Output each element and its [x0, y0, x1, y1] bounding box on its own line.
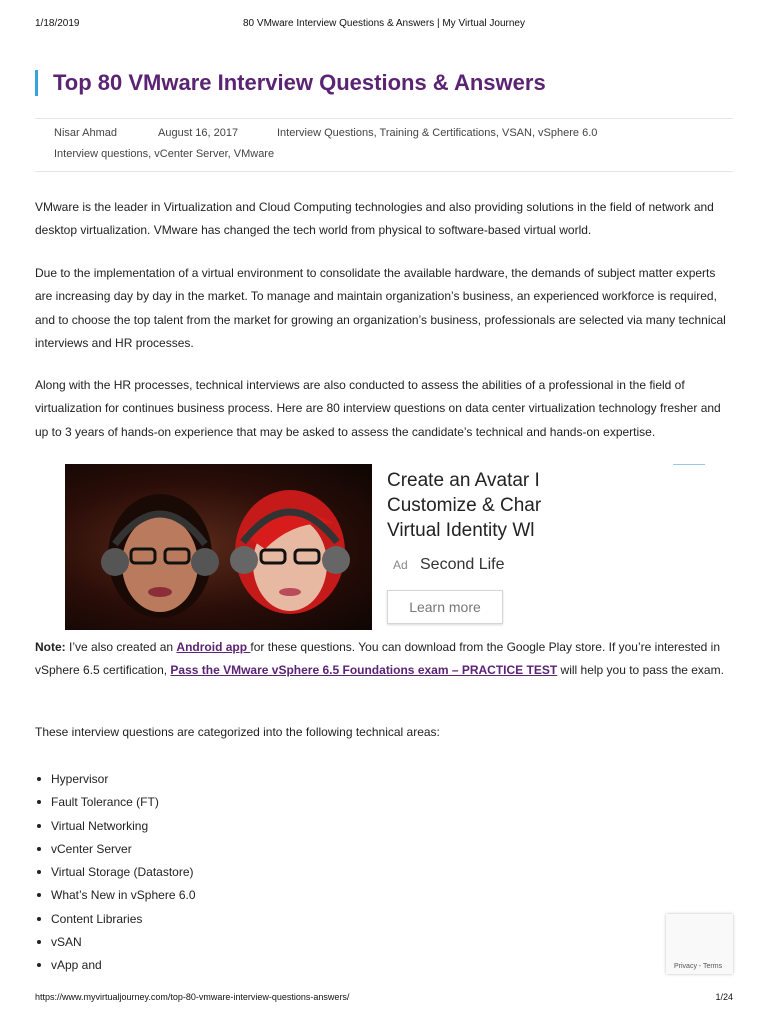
note-text: for these questions. You can download from the Google Play store. If you’re interested in vSphere 6.5 certification, [35, 640, 721, 678]
ad-headline-line: Create an Avatar I [387, 470, 540, 491]
ad-headline-line: Virtual Identity Wl [387, 520, 535, 541]
note-text: I’ve also created an [65, 640, 177, 654]
list-item: Virtual Storage (Datastore) [35, 863, 196, 886]
note-text: will help you to pass the exam. [557, 663, 724, 678]
ad-headline[interactable] [387, 468, 549, 546]
article-title-block [35, 68, 733, 98]
print-page-title: 80 VMware Interview Questions & Answers | My Virtual Journey [243, 18, 525, 29]
ad-advertiser[interactable]: Second Life [420, 556, 505, 573]
paragraph-demand: Due to the implementation of a virtual environment to consolidate the available hardware, the demands of subject matter experts are increasing day by day in the market. To manage and maintain organization’s business, an experienced workforce is required, and to choose the top talent from the market for growing an organization’s business, professionals are selected via many technical interviews and HR processes. [35, 266, 726, 350]
post-date: August 16, 2017 [158, 127, 239, 139]
paragraph-interviews: Along with the HR processes, technical interviews are also conducted to assess the abilities of a professional in the field of virtualization for continues business process. Here are 80 interview questions on data center virtualization technology fresher and up to 3 years of hands-on experience that may be asked to assess the candidate’s technical and hands-on expertise. [35, 378, 721, 439]
android-app-link[interactable]: Android app [176, 640, 251, 654]
list-item: vApp and [35, 956, 196, 979]
ad-label: Ad [393, 558, 408, 572]
note-paragraph [35, 636, 733, 683]
avatar-illustration [65, 464, 372, 630]
ad-image-avatars[interactable] [65, 464, 372, 630]
recaptcha-terms-link[interactable]: Privacy - Terms [674, 963, 723, 970]
print-footer [35, 992, 733, 1006]
list-item: Hypervisor [35, 770, 196, 793]
print-header [35, 18, 733, 32]
list-item: Content Libraries [35, 910, 196, 933]
category-links[interactable]: Interview Questions, Training & Certifications, VSAN, vSphere 6.0 [277, 127, 598, 139]
article-title: Top 80 VMware Interview Questions & Answers [53, 70, 546, 95]
ad-headline-line: Customize & Char [387, 495, 542, 516]
technical-areas-list [35, 770, 196, 980]
article-meta [35, 118, 733, 172]
list-item: What’s New in vSphere 6.0 [35, 886, 196, 909]
areas-intro: These interview questions are categorized into the following technical areas: [35, 725, 440, 739]
list-item: Virtual Networking [35, 817, 196, 840]
ad-accent-line [673, 464, 705, 465]
advertisement[interactable] [65, 464, 705, 630]
tag-links[interactable]: Interview questions, vCenter Server, VMware [54, 148, 275, 160]
recaptcha-badge[interactable] [666, 914, 733, 974]
list-item: vCenter Server [35, 840, 196, 863]
author-link[interactable]: Nisar Ahmad [54, 127, 117, 139]
note-label: Note: [35, 640, 66, 654]
list-item: Fault Tolerance (FT) [35, 793, 196, 816]
page-url: https://www.myvirtualjourney.com/top-80-vmware-interview-questions-answers/ [35, 992, 350, 1002]
title-accent-bar [35, 70, 38, 96]
paragraph-intro: VMware is the leader in Virtualization and Cloud Computing technologies and also providing solutions in the field of network and desktop virtualization. VMware has changed the tech world from physical to software-based virtual world. [35, 200, 714, 238]
list-item: vSAN [35, 933, 196, 956]
page-number: 1/24 [715, 992, 733, 1002]
learn-more-button[interactable]: Learn more [387, 590, 503, 624]
practice-test-link[interactable]: Pass the VMware vSphere 6.5 Foundations exam – PRACTICE TEST [170, 663, 558, 678]
print-date: 1/18/2019 [35, 18, 80, 29]
